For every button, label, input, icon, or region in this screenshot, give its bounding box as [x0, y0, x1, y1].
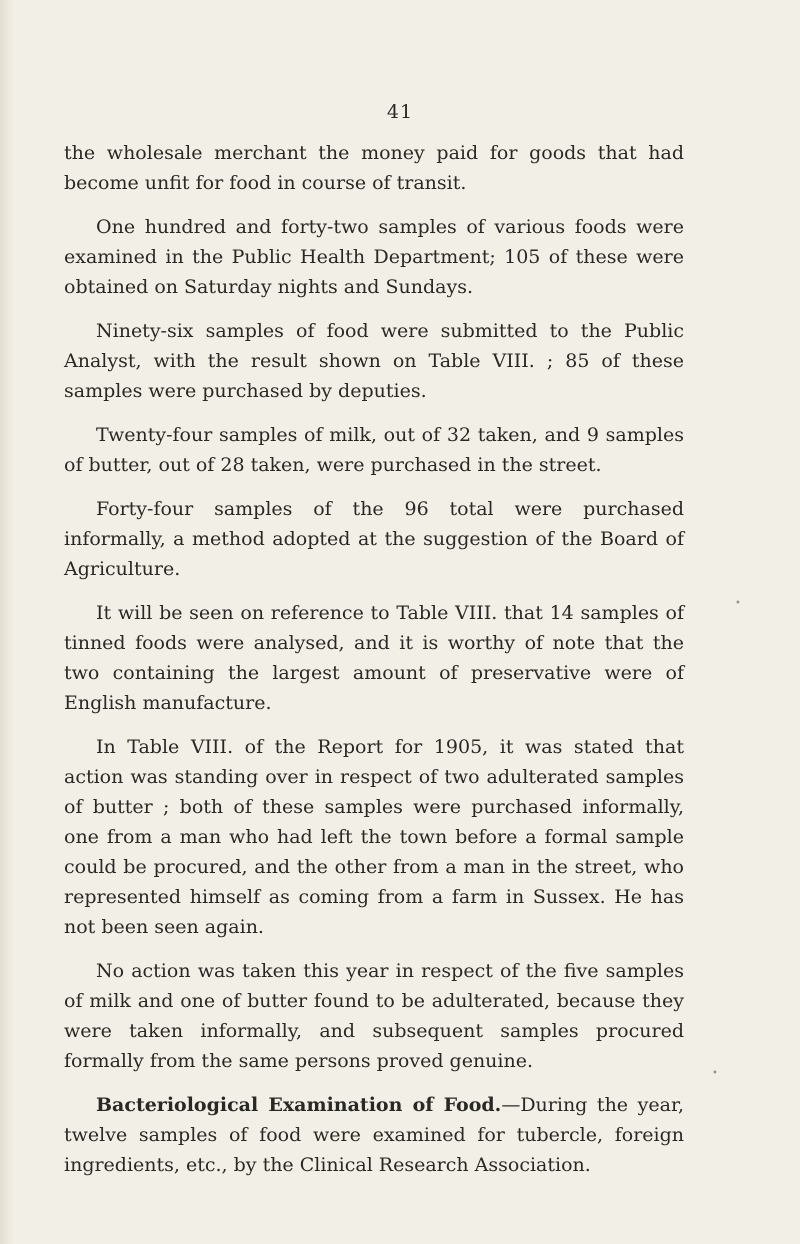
paragraph-6: It will be seen on reference to Table VIII. that 14 samples of tinned foods were analysed, and it is worthy of note that the two containing the largest amount of preservative were of English manufacture. [64, 602, 684, 714]
print-speck: • [712, 1068, 718, 1079]
paragraph-1: the wholesale merchant the money paid for goods that had become unfit for food in course of transit. [64, 142, 684, 194]
paragraph-2: One hundred and forty-two samples of various foods were examined in the Public Health Department; 105 of these were obtained on Saturday nights and Sundays. [64, 216, 684, 298]
page-edge-shadow [0, 0, 14, 1244]
paragraph-4: Twenty-four samples of milk, out of 32 taken, and 9 samples of butter, out of 28 taken, were purchased in the street. [64, 424, 684, 476]
print-speck: • [735, 598, 741, 609]
section-heading: Bacteriological Examination of Food. [96, 1094, 502, 1116]
paragraph-8: No action was taken this year in respect of the five samples of milk and one of butter found to be adulterated, because they were taken informally, and subsequent samples procured formally from the same persons proved genuine. [64, 960, 684, 1072]
paragraph-9 [64, 1090, 684, 1180]
body-text [64, 138, 684, 1194]
paragraph-5: Forty-four samples of the 96 total were purchased informally, a method adopted at the suggestion of the Board of Agriculture. [64, 498, 684, 580]
section-text: —During the year, twelve samples of food were examined for tubercle, foreign ingredients, etc., by the Clinical Research Association. [64, 1094, 684, 1176]
paragraph-3: Ninety-six samples of food were submitted to the Public Analyst, with the result shown on Table VIII. ; 85 of these samples were purchased by deputies. [64, 320, 684, 402]
paragraph-7: In Table VIII. of the Report for 1905, it was stated that action was standing over in respect of two adulterated samples of butter ; both of these samples were purchased informally, one from a man who had left the town before a formal sample could be procured, and the other from a man in the street, who represented himself as coming from a farm in Sussex. He has not been seen again. [64, 736, 684, 938]
page-number: 41 [386, 101, 414, 123]
